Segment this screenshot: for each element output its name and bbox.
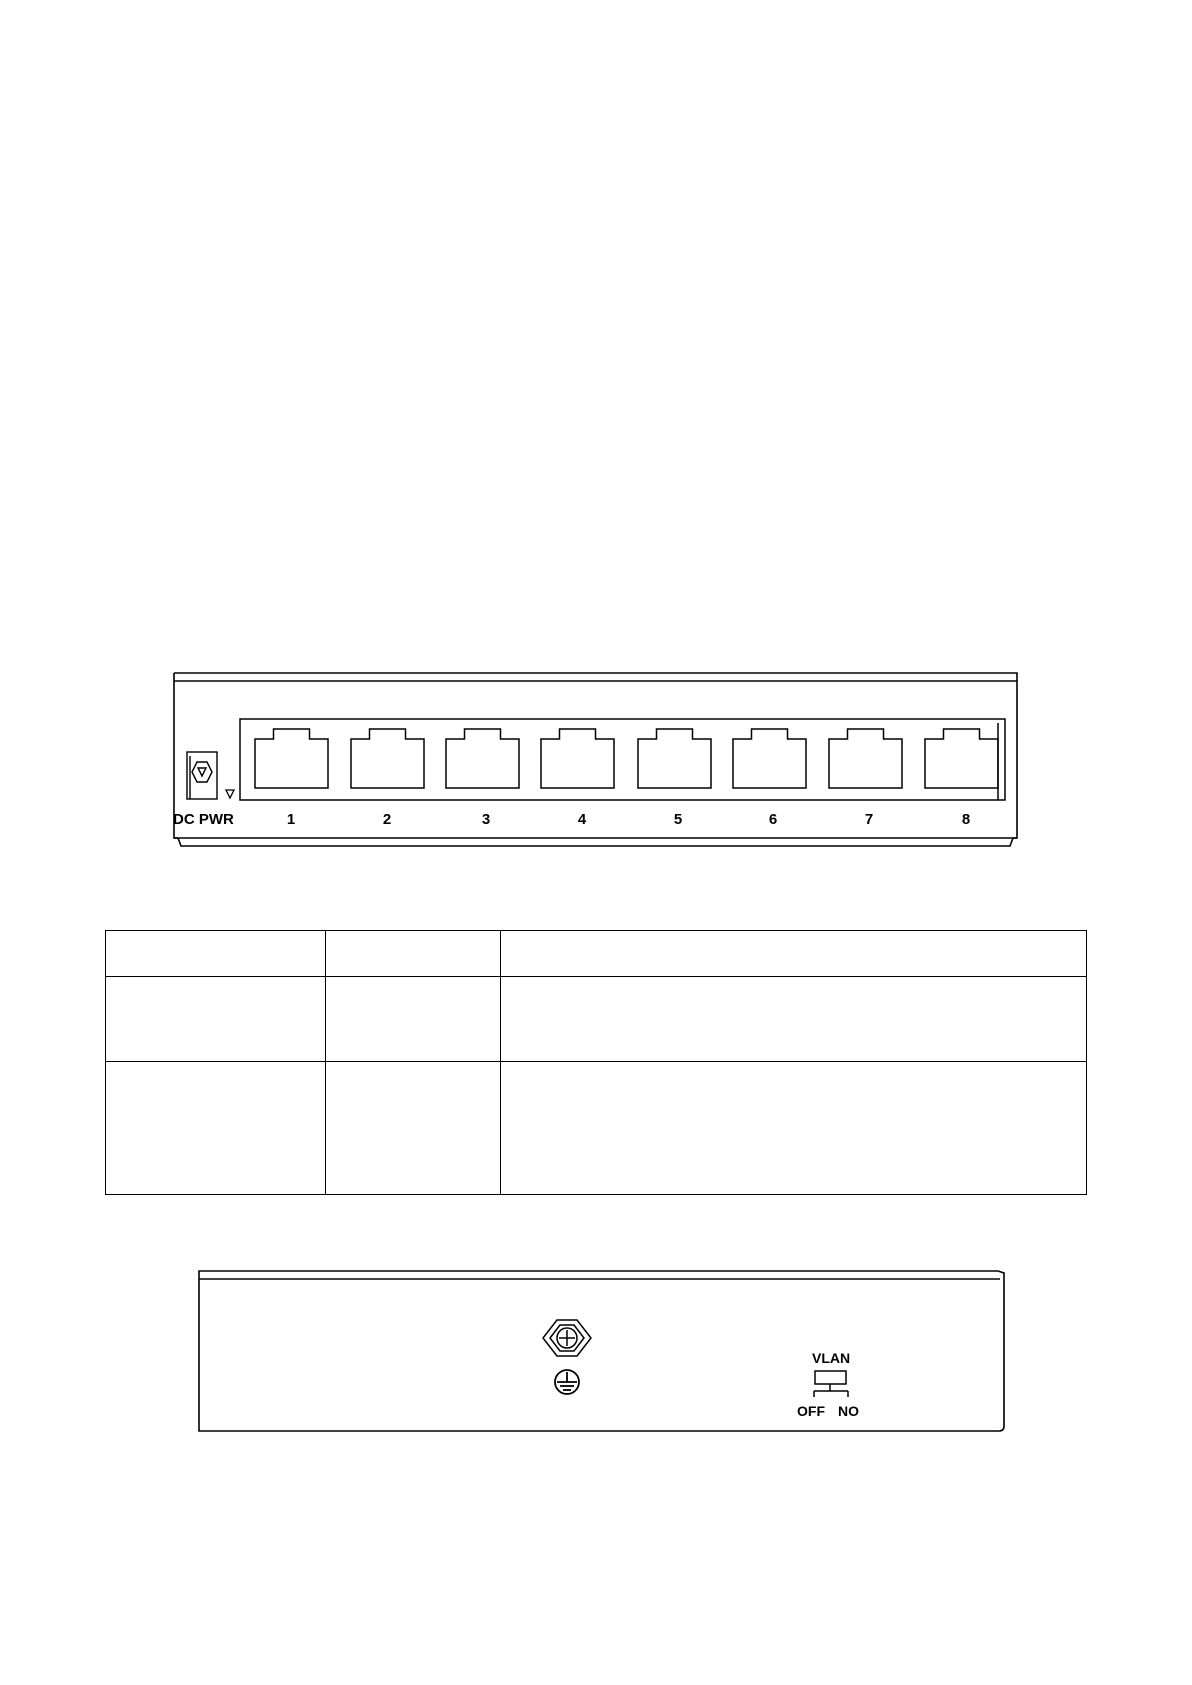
power-led-icon xyxy=(226,790,234,798)
rj45-port-3[interactable] xyxy=(446,729,519,788)
port-label-8: 8 xyxy=(961,811,971,828)
table-cell xyxy=(501,1062,1087,1195)
port-label-6: 6 xyxy=(768,811,778,828)
dc-power-label: DC PWR xyxy=(173,811,234,828)
table-header-row xyxy=(106,931,1087,977)
table-cell xyxy=(106,931,326,977)
rear-panel xyxy=(0,1240,1192,1440)
port-label-3: 3 xyxy=(481,811,491,828)
table-row xyxy=(106,977,1087,1062)
table-cell xyxy=(326,977,501,1062)
port-label-5: 5 xyxy=(673,811,683,828)
table-cell xyxy=(326,1062,501,1195)
dc-power-jack[interactable] xyxy=(187,752,217,799)
ground-screw-icon xyxy=(543,1320,591,1356)
spec-table xyxy=(105,930,1087,1195)
table-cell xyxy=(326,931,501,977)
rj45-port-2[interactable] xyxy=(351,729,424,788)
table-cell xyxy=(501,931,1087,977)
table-row xyxy=(106,1062,1087,1195)
rj45-port-7[interactable] xyxy=(829,729,902,788)
vlan-no-label: NO xyxy=(838,1403,859,1419)
vlan-off-label: OFF xyxy=(797,1403,825,1419)
vlan-switch-label: VLAN xyxy=(812,1350,851,1366)
rj45-port-5[interactable] xyxy=(638,729,711,788)
earth-ground-icon xyxy=(555,1370,579,1394)
port-label-1: 1 xyxy=(286,811,296,828)
vlan-switch[interactable] xyxy=(814,1371,848,1397)
table-cell xyxy=(501,977,1087,1062)
rj45-port-6[interactable] xyxy=(733,729,806,788)
table-cell xyxy=(106,1062,326,1195)
rj45-port-8[interactable] xyxy=(925,729,998,788)
port-label-7: 7 xyxy=(864,811,874,828)
rj45-port-1[interactable] xyxy=(255,729,328,788)
table-cell xyxy=(106,977,326,1062)
rj45-port-4[interactable] xyxy=(541,729,614,788)
rear-panel-drawing xyxy=(0,1240,1192,1440)
port-label-4: 4 xyxy=(577,811,587,828)
port-label-2: 2 xyxy=(382,811,392,828)
